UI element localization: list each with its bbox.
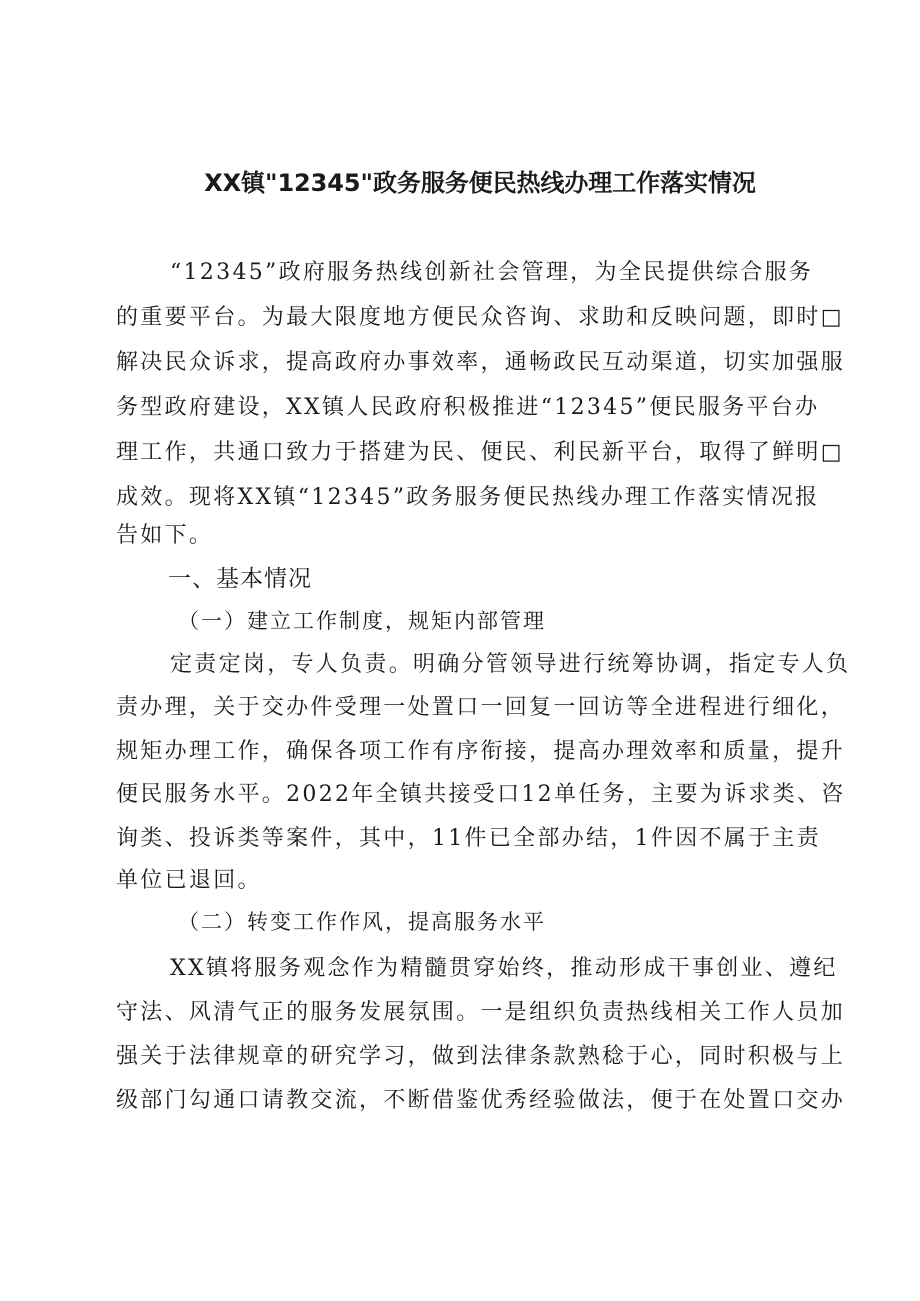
body-line: 便民服务水平。2022年全镇共接受口12单任务，主要为诉求类、咨 — [116, 782, 846, 807]
subsection-heading: （二）转变工作作风，提高服务水平 — [178, 910, 546, 934]
intro-line: 的重要平台。为最大限度地方便民众咨询、求助和反映问题，即时□ — [116, 305, 844, 330]
intro-line: 务型政府建设，XX镇人民政府积极推进“12345”便民服务平台办 — [116, 395, 820, 420]
body-line: 规矩办理工作，确保各项工作有序衔接，提高办理效率和质量，提升 — [116, 739, 846, 764]
body-line: 级部门勾通口请教交流，不断借鉴优秀经验做法，便于在处置口交办 — [116, 1088, 846, 1113]
intro-line: 成效。现将XX镇“12345”政务服务便民热线办理工作落实情况报 — [116, 485, 820, 510]
body-line: 守法、风清气正的服务发展氛围。一是组织负责热线相关工作人员加 — [116, 1000, 846, 1025]
section-heading: 一、基本情况 — [168, 566, 312, 592]
body-line: 定责定岗，专人负责。明确分管领导进行统筹协调，指定专人负 — [170, 652, 851, 677]
body-line: 强关于法律规章的研究学习，做到法律条款熟稔于心，同时积极与上 — [116, 1044, 846, 1069]
intro-line: 理工作，共通口致力于搭建为民、便民、利民新平台，取得了鲜明□ — [116, 440, 844, 465]
intro-line: 解决民众诉求，提高政府办事效率，通畅政民互动渠道，切实加强服 — [116, 350, 846, 375]
subsection-heading: （一）建立工作制度，规矩内部管理 — [178, 609, 546, 633]
body-line: 询类、投诉类等案件，其中，11件已全部办结，1件因不属于主责 — [116, 826, 821, 851]
intro-line: “12345”政府服务热线创新社会管理，为全民提供综合服务 — [170, 260, 814, 285]
body-line: 责办理，关于交办件受理一处置口一回复一回访等全进程进行细化， — [116, 695, 846, 720]
intro-line: 告如下。 — [116, 523, 214, 548]
body-line: XX镇将服务观念作为精髓贯穿始终，推动形成干事创业、遵纪 — [170, 956, 838, 981]
body-line: 单位已退回。 — [116, 868, 262, 893]
page-title: XX镇"12345"政务服务便民热线办理工作落实情况 — [204, 169, 756, 197]
